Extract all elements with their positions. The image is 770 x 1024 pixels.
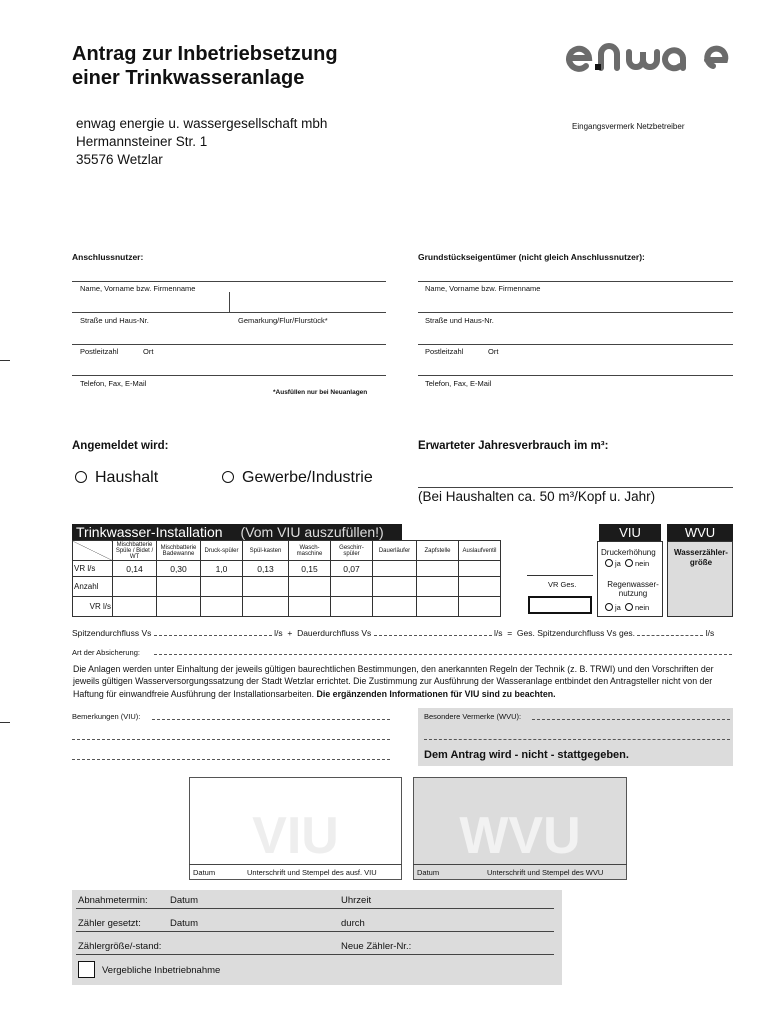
anzahl-cell[interactable] [373, 577, 417, 597]
vr-value: 0,13 [243, 561, 289, 577]
bemerkungen-field[interactable] [152, 719, 390, 720]
row-label: VR l/s [73, 561, 113, 577]
col-header: Mischbatterie Spüle / Bidet / WT [113, 541, 157, 561]
spitzen-label: Spitzendurchfluss Vs [72, 628, 152, 638]
installation-subtitle: (Vom VIU auszufüllen!) [240, 524, 384, 540]
nein-label: nein [635, 603, 650, 612]
abnahme-line[interactable] [76, 908, 554, 909]
vr-value: 0,30 [157, 561, 201, 577]
druckerhoehung-label: Druckerhöhung [601, 548, 656, 557]
vr-cell[interactable] [417, 597, 459, 617]
company-address [76, 115, 327, 169]
regenwasser-label: Regenwasser-nutzung [607, 580, 659, 598]
anzahl-cell[interactable] [459, 577, 501, 597]
legal-paragraph [73, 663, 733, 700]
paragraph-bold: Die ergänzenden Informationen für VIU sind zu beachten. [316, 688, 556, 699]
anzahl-cell[interactable] [157, 577, 201, 597]
datum-label: Datum [170, 918, 198, 929]
regen-options[interactable] [605, 603, 649, 612]
eg-ort-field[interactable]: Ort [488, 347, 499, 356]
eg-strasse-field[interactable]: Straße und Haus-Nr. [425, 316, 494, 325]
option-gewerbe[interactable] [222, 469, 373, 487]
installation-table [72, 540, 501, 617]
anzahl-cell[interactable] [417, 577, 459, 597]
unit: l/s [274, 628, 283, 638]
col-header: Mischbatterie Badewanne [157, 541, 201, 561]
footnote: *Ausfüllen nur bei Neuanlagen [273, 389, 368, 396]
vr-value [373, 561, 417, 577]
ges-field[interactable] [637, 635, 703, 636]
verbrauch-hint: (Bei Haushalten ca. 50 m³/Kopf u. Jahr) [418, 489, 656, 504]
druck-options[interactable] [605, 559, 649, 568]
bemerkungen-label: Bemerkungen (VIU): [72, 712, 141, 721]
address-line: Hermannsteiner Str. 1 [76, 134, 208, 149]
vermerke-field[interactable] [532, 719, 730, 720]
title-line-2: einer Trinkwasseranlage [72, 67, 305, 89]
wvu-watermark: WVU [459, 807, 581, 865]
bemerkungen-field[interactable] [72, 739, 390, 740]
eigentuemer-heading: Grundstückseigentümer (nicht gleich Anschlussnutzer): [418, 252, 645, 262]
radio-icon[interactable] [625, 603, 633, 611]
col-header: Zapfstelle [417, 541, 459, 561]
vr-cell[interactable] [113, 597, 157, 617]
angemeldet-heading: Angemeldet wird: [72, 440, 169, 452]
enwag-logo [565, 38, 735, 74]
abnahme-line[interactable] [76, 954, 554, 955]
unit: l/s [493, 628, 503, 638]
divider [72, 375, 386, 376]
verbrauch-heading: Erwarteter Jahresverbrauch im m³: [418, 440, 609, 452]
anzahl-cell[interactable] [331, 577, 373, 597]
vermerke-label: Besondere Vermerke (WVU): [424, 712, 522, 721]
col-header: Geschirr-spüler [331, 541, 373, 561]
divider [418, 281, 733, 282]
vr-value [459, 561, 501, 577]
absicherung-field[interactable] [154, 654, 732, 655]
row-label: VR l/s [73, 597, 113, 617]
zaehlergroesse-label: Zählergröße/-stand: [78, 941, 162, 952]
corner-cell [73, 541, 113, 561]
divider [418, 375, 733, 376]
anzahl-cell[interactable] [289, 577, 331, 597]
an-ort-field[interactable]: Ort [143, 347, 154, 356]
fold-mark [0, 722, 10, 723]
option-label: Gewerbe/Industrie [242, 469, 373, 486]
address-line: enwag energie u. wassergesellschaft mbh [76, 116, 328, 131]
page-title [72, 42, 402, 90]
col-header: Auslaufventil [459, 541, 501, 561]
vr-cell[interactable] [201, 597, 243, 617]
vr-cell[interactable] [243, 597, 289, 617]
col-header: Spül-kasten [243, 541, 289, 561]
datum-label: Datum [193, 868, 216, 877]
eg-name-field[interactable]: Name, Vorname bzw. Firmenname [425, 284, 541, 293]
nein-label: nein [635, 559, 650, 568]
datum-label: Datum [170, 895, 198, 906]
fold-mark [0, 360, 10, 361]
neue-zaehler-nr-label: Neue Zähler-Nr.: [341, 941, 412, 952]
eingangsvermerk-label: Eingangsvermerk Netzbetreiber [572, 122, 685, 131]
vergeblich-label: Vergebliche Inbetriebnahme [102, 965, 221, 976]
vr-value [417, 561, 459, 577]
eg-plz-field[interactable]: Postleitzahl [425, 347, 464, 356]
radio-icon[interactable] [75, 471, 87, 483]
vr-cell[interactable] [331, 597, 373, 617]
anzahl-cell[interactable] [201, 577, 243, 597]
dauer-label: Dauerdurchfluss Vs [297, 628, 372, 638]
vermerke-field[interactable] [424, 739, 730, 740]
eg-telefon-field[interactable]: Telefon, Fax, E-Mail [425, 379, 492, 388]
anzahl-cell[interactable] [243, 577, 289, 597]
an-gemarkung-field[interactable]: Gemarkung/Flur/Flurstück* [238, 316, 328, 325]
vr-cell[interactable] [459, 597, 501, 617]
radio-icon[interactable] [605, 559, 613, 567]
option-haushalt[interactable] [75, 469, 158, 487]
wvu-tag: WVU [667, 524, 733, 541]
ges-label: Ges. Spitzendurchfluss Vs ges. [516, 628, 636, 638]
divider [72, 312, 386, 313]
paragraph-text: Die Anlagen werden unter Einhaltung der jeweils gültigen baurechtlichen Bestimmungen, den anerkannten Regeln der Technik (z. B. TRWI) und den Vorschriften der jeweils gültigen Wasserversorgungssatzung der Stadt Wetzlar errichtet. Die Zustimmung zur Ausführung der Wasseranlage entbindet den Antragsteller nicht von der Haftung für einwandfreie Ausführung der Installationsarbeiten. [73, 664, 714, 699]
absicherung-label: Art der Absicherung: [72, 648, 140, 657]
title-line-1: Antrag zur Inbetriebsetzung [72, 43, 338, 65]
vergeblich-checkbox[interactable] [78, 961, 95, 978]
spitzen-field[interactable] [154, 635, 272, 636]
divider [413, 864, 627, 865]
viu-signature-label: Unterschrift und Stempel des ausf. VIU [247, 868, 377, 877]
vr-cell[interactable] [289, 597, 331, 617]
flows-row [72, 628, 714, 638]
equals-sign: = [507, 628, 513, 638]
unit: l/s [705, 628, 715, 638]
an-telefon-field[interactable]: Telefon, Fax, E-Mail [80, 379, 147, 388]
vr-value: 0,14 [113, 561, 157, 577]
wasserzaehler-label: Wasserzähler-größe [674, 548, 728, 567]
zaehler-gesetzt-label: Zähler gesetzt: [78, 918, 141, 929]
divider [189, 864, 402, 865]
vr-ges-label: VR Ges. [548, 580, 577, 589]
viu-tag: VIU [599, 524, 661, 541]
anschlussnutzer-heading: Anschlussnutzer: [72, 252, 144, 262]
radio-icon[interactable] [625, 559, 633, 567]
ja-label: ja [615, 559, 621, 568]
datum-label: Datum [417, 868, 440, 877]
divider [418, 312, 733, 313]
col-header: Wasch-maschine [289, 541, 331, 561]
vr-value: 0,07 [331, 561, 373, 577]
vr-ges-field[interactable] [528, 596, 592, 614]
uhrzeit-label: Uhrzeit [341, 895, 372, 906]
address-line: 35576 Wetzlar [76, 152, 163, 167]
vr-cell[interactable] [373, 597, 417, 617]
decision-text: Dem Antrag wird - nicht - stattgegeben. [424, 749, 629, 761]
an-strasse-field[interactable]: Straße und Haus-Nr. [80, 316, 149, 325]
option-label: Haushalt [95, 469, 159, 486]
row-label: Anzahl [73, 577, 113, 597]
col-header: Dauerläufer [373, 541, 417, 561]
dauer-field[interactable] [374, 635, 492, 636]
bemerkungen-field[interactable] [72, 759, 390, 760]
an-plz-field[interactable]: Postleitzahl [80, 347, 119, 356]
vr-value: 0,15 [289, 561, 331, 577]
radio-icon[interactable] [605, 603, 613, 611]
anzahl-cell[interactable] [113, 577, 157, 597]
col-header: Druck-spüler [201, 541, 243, 561]
divider [72, 344, 386, 345]
plus-sign: + [287, 628, 293, 638]
an-name-field[interactable]: Name, Vorname bzw. Firmenname [80, 284, 196, 293]
abnahmetermin-label: Abnahmetermin: [78, 895, 148, 906]
vr-cell[interactable] [157, 597, 201, 617]
wvu-signature-label: Unterschrift und Stempel des WVU [487, 868, 604, 877]
abnahme-line[interactable] [76, 931, 554, 932]
radio-icon[interactable] [222, 471, 234, 483]
installation-header [72, 524, 402, 541]
divider [72, 281, 386, 282]
divider [418, 344, 733, 345]
verbrauch-input-line[interactable] [418, 487, 733, 488]
vr-value: 1,0 [201, 561, 243, 577]
viu-watermark: VIU [252, 807, 339, 865]
installation-title: Trinkwasser-Installation [76, 524, 223, 540]
ja-label: ja [615, 603, 621, 612]
durch-label: durch [341, 918, 365, 929]
divider [229, 292, 230, 312]
